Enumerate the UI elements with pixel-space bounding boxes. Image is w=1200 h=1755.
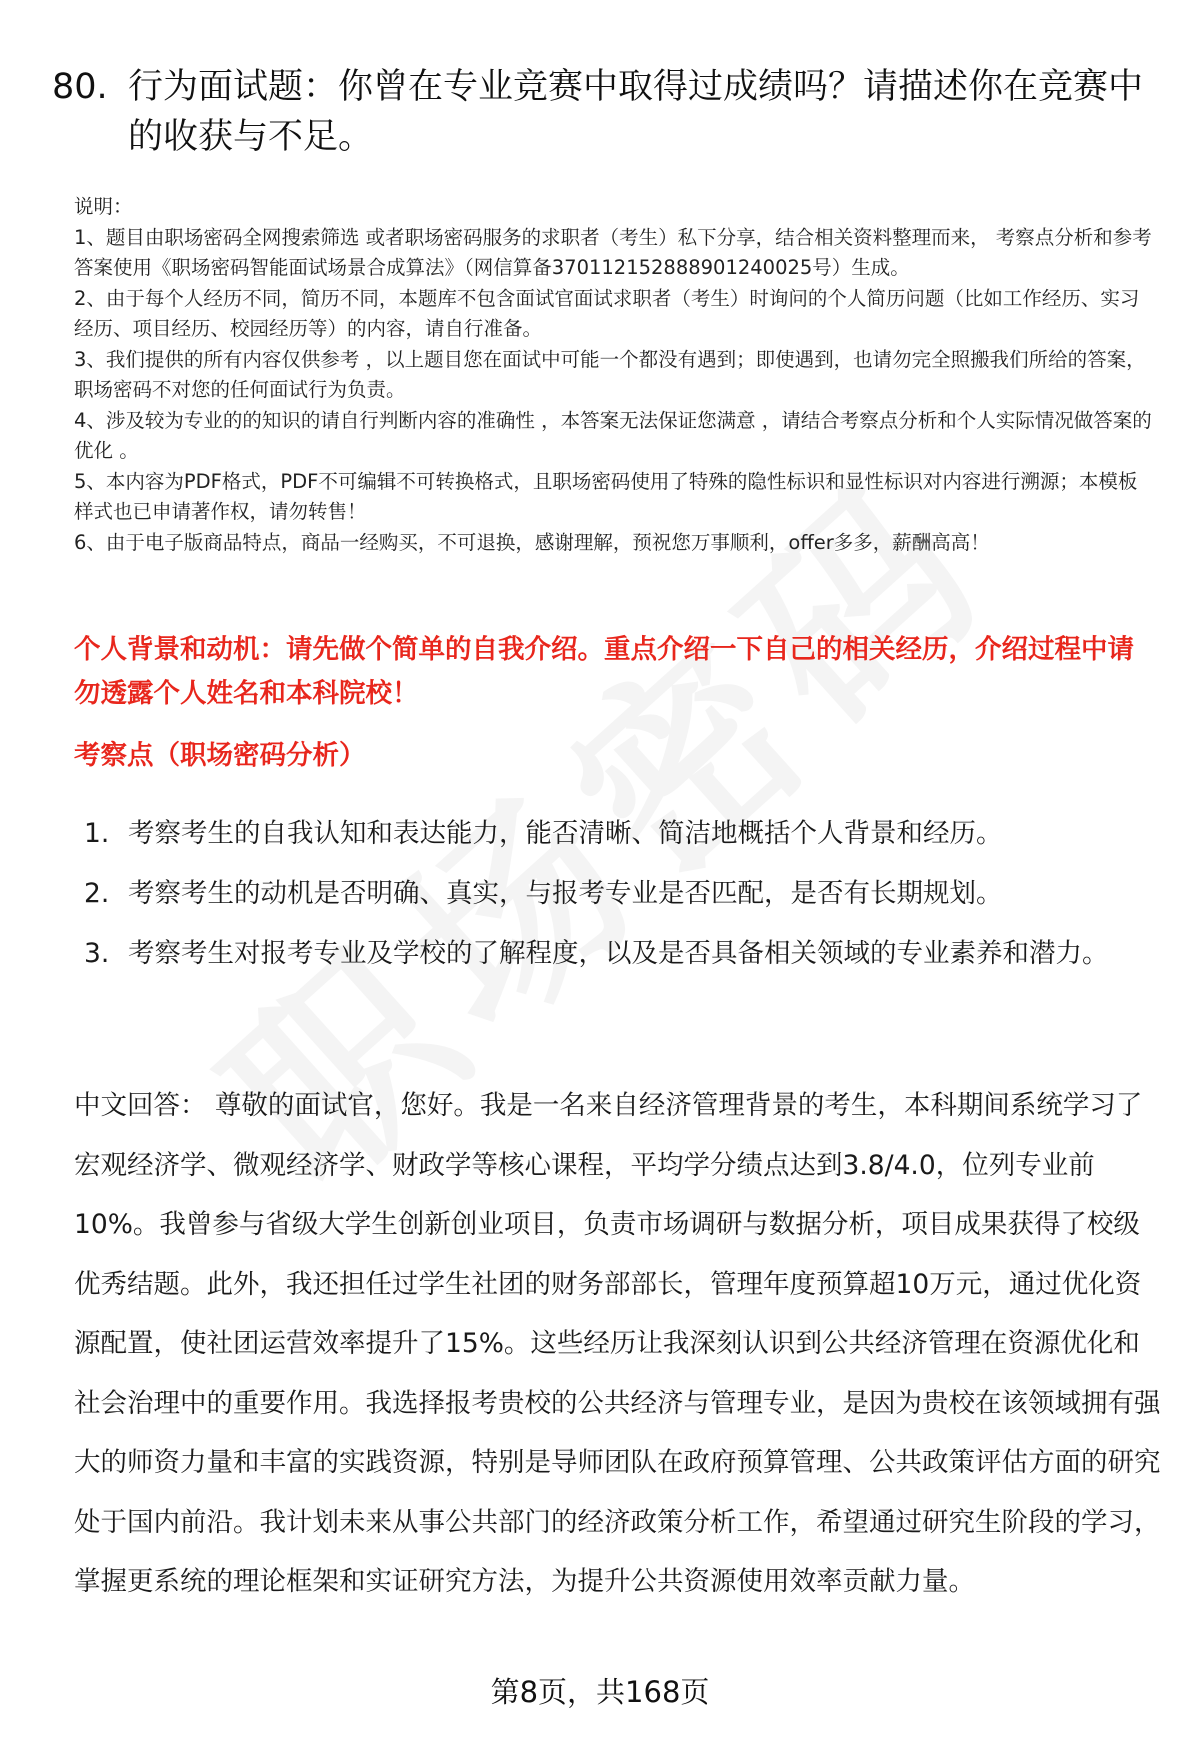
note-line: 说明：	[74, 195, 133, 218]
list-item-number: 1.	[84, 818, 110, 849]
section-heading: 个人背景和动机：请先做个简单的自我介绍。重点介绍一下自己的相关经历，介绍过程中请勿透露个人姓名和本科院校！	[74, 634, 1134, 709]
note-line: 4、涉及较为专业的的知识的请自行判断内容的准确性 ，本答案无法保证您满意 ，请结合考察点分析和个人实际情况做答案的优化 。	[74, 408, 1152, 462]
question-number: 80.	[52, 67, 108, 107]
list-item-number: 3.	[84, 938, 110, 969]
note-line: 5、本内容为PDF格式，PDF不可编辑不可转换格式，且职场密码使用了特殊的隐性标识和显性标识对内容进行溯源；本模板样式也已申请著作权，请勿转售！	[74, 469, 1138, 523]
note-line: 6、由于电子版商品特点，商品一经购买，不可退换，感谢理解，预祝您万事顺利，offer多多，薪酬高高！	[74, 530, 990, 554]
list-item-text: 考察考生对报考专业及学校的了解程度，以及是否具备相关领域的专业素养和潜力。	[128, 938, 1109, 969]
answer-paragraph: 中文回答： 尊敬的面试官，您好。我是一名来自经济管理背景的考生，本科期间系统学习了宏观经济学、微观经济学、财政学等核心课程，平均学分绩点达到3.8/4.0，位列专业前10%。我曾参与省级大学生创新创业项目，负责市场调研与数据分析，项目成果获得了校级优秀结题。此外，我还担任过学生社团的财务部部长，管理年度预算超10万元，通过优化资源配置，使社团运营效率提升了15%。这些经历让我深刻认识到公共经济管理在资源优化和社会治理中的重要作用。我选择报考贵校的公共经济与管理专业，是因为贵校在该领域拥有强大的师资力量和丰富的实践资源，特别是导师团队在政府预算管理、公共政策评估方面的研究处于国内前沿。我计划未来从事公共部门的经济政策分析工作，希望通过研究生阶段的学习，掌握更系统的理论框架和实证研究方法，为提升公共资源使用效率贡献力量。	[74, 1090, 1161, 1597]
note-line: 1、题目由职场密码全网搜索筛选 或者职场密码服务的求职者（考生）私下分享，结合相关资料整理而来， 考察点分析和参考答案使用《职场密码智能面试场景合成算法》（网信算备370112152888901240025号）生成。	[74, 225, 1152, 279]
list-item-text: 考察考生的动机是否明确、真实，与报考专业是否匹配，是否有长期规划。	[128, 878, 1003, 909]
note-line: 3、我们提供的所有内容仅供参考 ，以上题目您在面试中可能一个都没有遇到；即使遇到，也请勿完全照搬我们所给的答案，职场密码不对您的任何面试行为负责。	[74, 347, 1146, 401]
list-item-text: 考察考生的自我认知和表达能力，能否清晰、简洁地概括个人背景和经历。	[128, 818, 1003, 849]
note-line: 2、由于每个人经历不同，简历不同，本题库不包含面试官面试求职者（考生）时询问的个人简历问题（比如工作经历、实习经历、项目经历、校园经历等）的内容，请自行准备。	[74, 286, 1140, 340]
analysis-heading: 考察点（职场密码分析）	[74, 740, 366, 771]
list-item	[84, 806, 1164, 862]
question-text: 行为面试题：你曾在专业竞赛中取得过成绩吗？请描述你在竞赛中的收获与不足。	[128, 67, 1144, 157]
disclaimer-notes	[74, 192, 1154, 558]
list-item	[84, 866, 1164, 922]
analysis-points	[84, 806, 1164, 986]
list-item-number: 2.	[84, 878, 110, 909]
question-title	[52, 62, 1152, 162]
page-footer: 第8页，共168页	[490, 1675, 710, 1709]
list-item	[84, 926, 1164, 982]
